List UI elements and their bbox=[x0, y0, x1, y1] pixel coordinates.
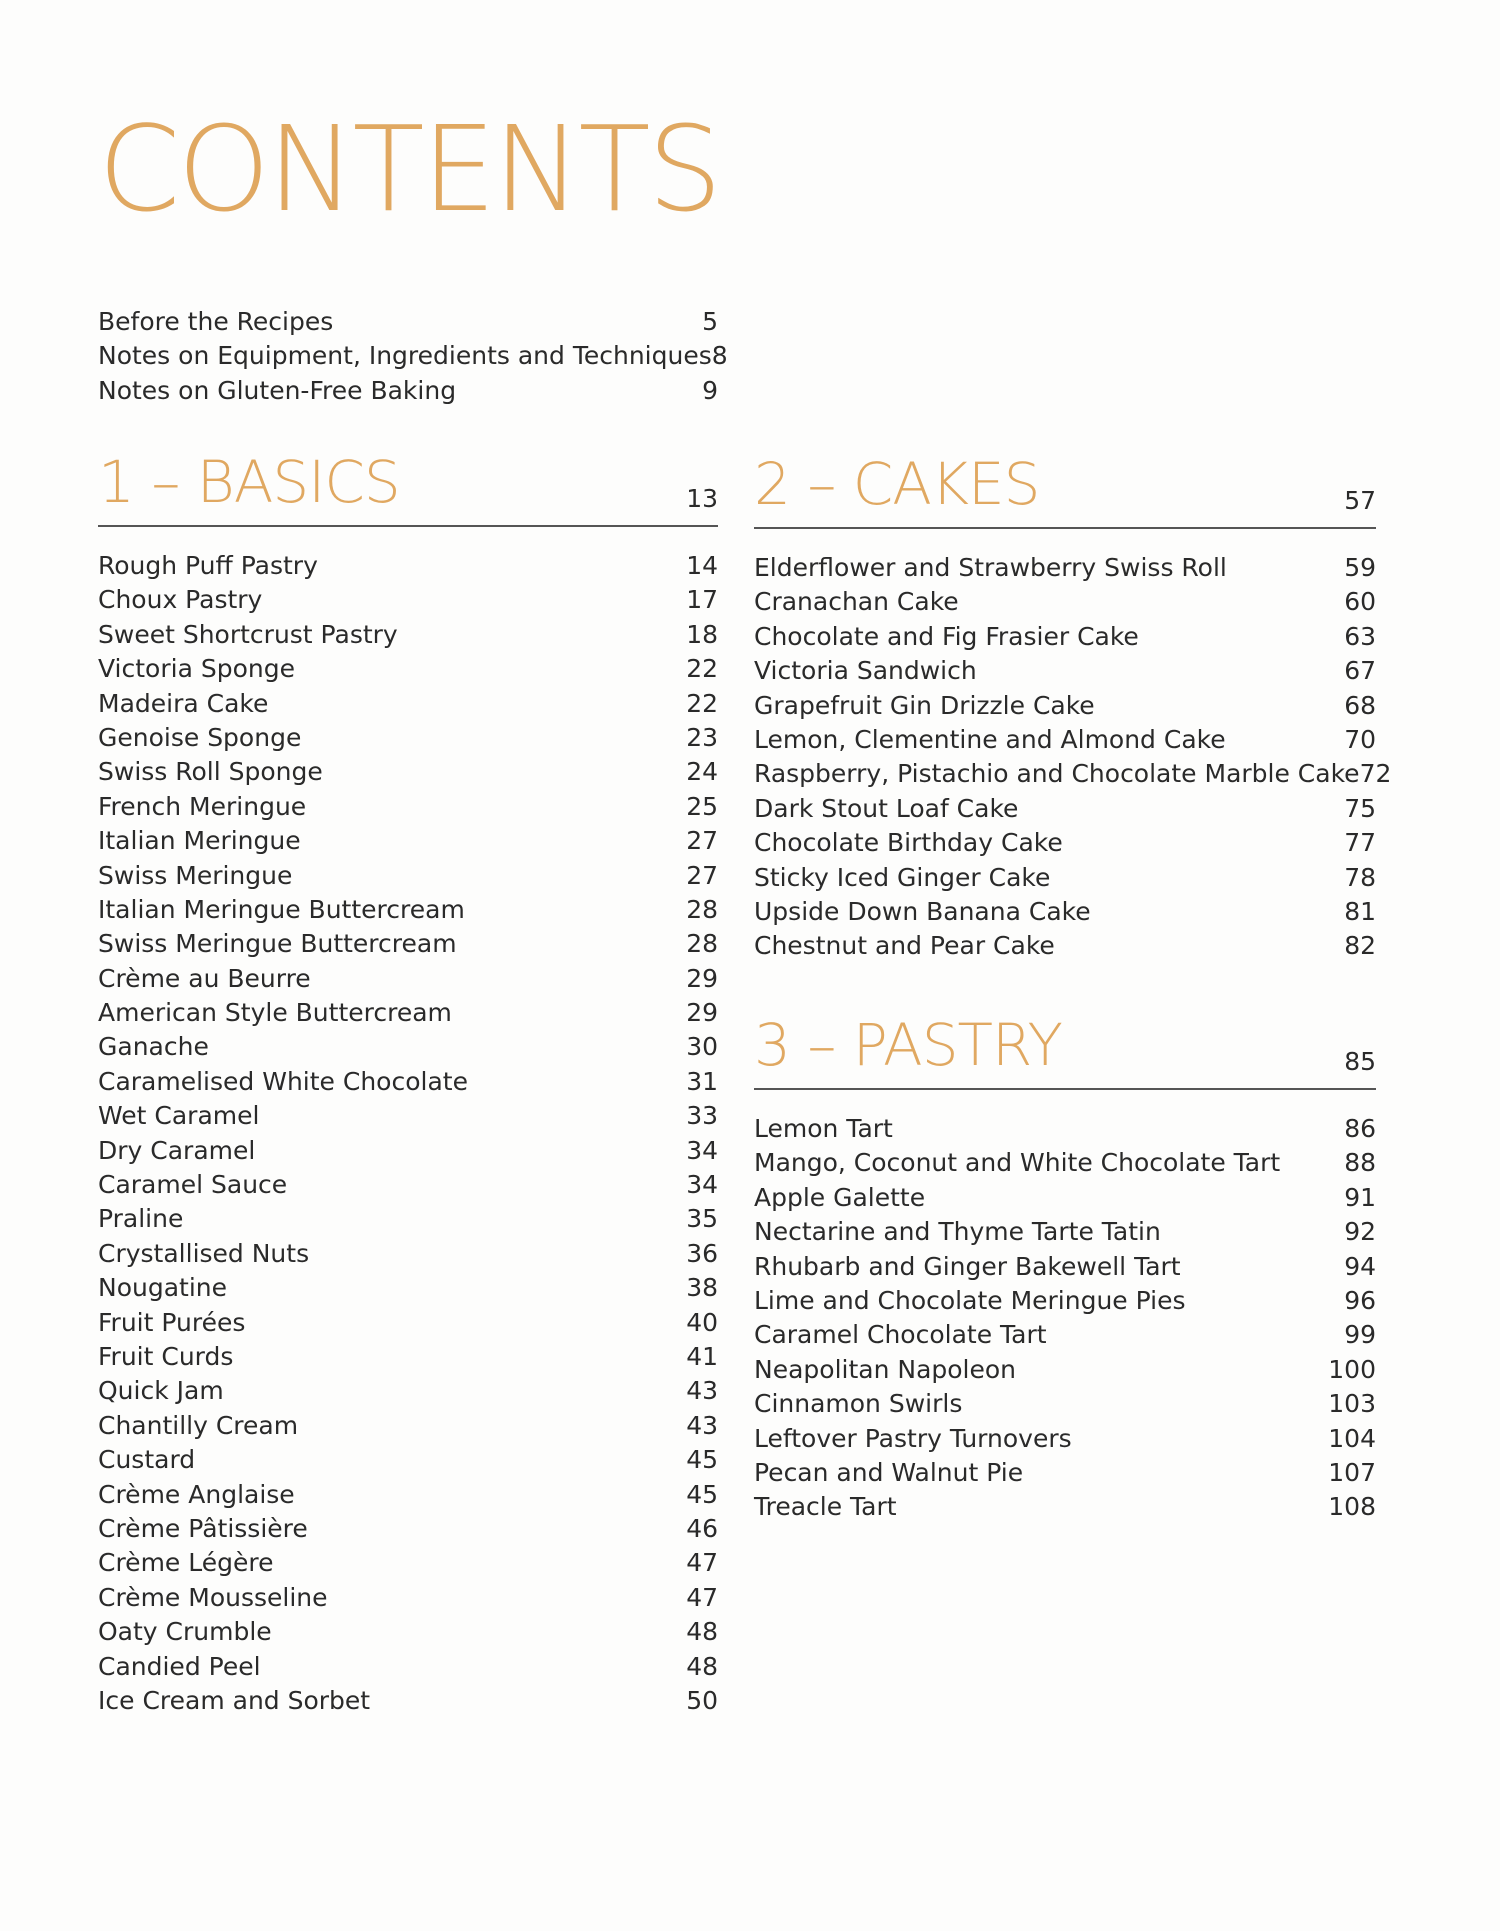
entry-page-number: 60 bbox=[1344, 587, 1376, 617]
entry-title: Victoria Sandwich bbox=[754, 656, 977, 686]
toc-entry bbox=[754, 895, 1376, 929]
entry-title: Fruit Curds bbox=[98, 1341, 234, 1371]
entry-title: Sweet Shortcrust Pastry bbox=[98, 619, 398, 649]
entry-page-number: 107 bbox=[1328, 1457, 1376, 1487]
toc-entry bbox=[754, 861, 1376, 895]
toc-entry bbox=[754, 1284, 1376, 1318]
entry-title: Chocolate and Fig Frasier Cake bbox=[754, 621, 1139, 651]
entry-title: Lemon Tart bbox=[754, 1114, 893, 1143]
entry-title: Cranachan Cake bbox=[754, 587, 959, 617]
entry-page-number: 8 bbox=[711, 341, 728, 371]
entry-page-number: 9 bbox=[702, 375, 718, 405]
entry-page-number: 45 bbox=[686, 1445, 718, 1475]
entry-page-number: 104 bbox=[1328, 1423, 1376, 1453]
entry-page-number: 94 bbox=[1344, 1251, 1376, 1281]
entry-title: Swiss Meringue Buttercream bbox=[98, 929, 457, 959]
entry-page-number: 38 bbox=[686, 1273, 718, 1303]
entry-title: Apple Galette bbox=[754, 1182, 926, 1212]
toc-entry bbox=[754, 1456, 1376, 1490]
entry-title: Caramelised White Chocolate bbox=[98, 1066, 468, 1096]
entry-title: Crème Pâtissière bbox=[98, 1513, 308, 1543]
toc-entry bbox=[98, 1065, 718, 1099]
entry-title: Nougatine bbox=[98, 1273, 228, 1303]
entry-page-number: 29 bbox=[686, 963, 718, 993]
entry-page-number: 22 bbox=[686, 654, 718, 684]
toc-entry bbox=[98, 1650, 718, 1684]
toc-entry bbox=[98, 790, 718, 824]
toc-entry bbox=[98, 824, 718, 858]
entry-page-number: 29 bbox=[686, 998, 718, 1028]
toc-entry bbox=[98, 927, 718, 961]
entry-title: Rhubarb and Ginger Bakewell Tart bbox=[754, 1251, 1181, 1281]
toc-entry bbox=[98, 1202, 718, 1236]
entry-title: Mango, Coconut and White Chocolate Tart bbox=[754, 1148, 1281, 1178]
entry-title: Crème au Beurre bbox=[98, 963, 311, 993]
entry-title: Candied Peel bbox=[98, 1651, 261, 1681]
toc-entry bbox=[754, 1215, 1376, 1249]
section-title: 1 – BASICS bbox=[98, 448, 400, 516]
toc-entry bbox=[754, 1250, 1376, 1284]
toc-entry bbox=[98, 1684, 718, 1718]
entry-title: Treacle Tart bbox=[754, 1492, 897, 1522]
toc-entry bbox=[754, 654, 1376, 688]
entry-page-number: 47 bbox=[686, 1548, 718, 1578]
entry-page-number: 34 bbox=[686, 1170, 718, 1200]
entry-title: Dark Stout Loaf Cake bbox=[754, 793, 1019, 823]
toc-entry bbox=[754, 757, 1392, 791]
entry-title: Neapolitan Napoleon bbox=[754, 1354, 1017, 1384]
entry-page-number: 50 bbox=[686, 1685, 718, 1715]
entry-page-number: 48 bbox=[686, 1617, 718, 1647]
entry-page-number: 27 bbox=[686, 826, 718, 856]
entry-title: Upside Down Banana Cake bbox=[754, 896, 1091, 926]
entry-title: Grapefruit Gin Drizzle Cake bbox=[754, 690, 1095, 720]
toc-entry bbox=[98, 1340, 718, 1374]
entry-page-number: 100 bbox=[1328, 1354, 1376, 1384]
toc-entry bbox=[98, 721, 718, 755]
entry-page-number: 43 bbox=[686, 1410, 718, 1440]
entry-title: Sticky Iced Ginger Cake bbox=[754, 862, 1051, 892]
entry-title: Rough Puff Pastry bbox=[98, 551, 318, 580]
entry-page-number: 72 bbox=[1359, 759, 1392, 789]
toc-entry bbox=[754, 1422, 1376, 1456]
toc-entry bbox=[754, 585, 1376, 619]
entry-list bbox=[98, 549, 718, 1718]
toc-entry bbox=[98, 1409, 718, 1443]
entry-page-number: 46 bbox=[686, 1513, 718, 1543]
section-title: 2 – CAKES bbox=[754, 450, 1040, 518]
entry-page-number: 91 bbox=[1344, 1182, 1376, 1212]
entry-list bbox=[754, 1112, 1376, 1525]
entry-title: French Meringue bbox=[98, 791, 307, 821]
toc-entry bbox=[98, 1030, 718, 1064]
toc-entry bbox=[98, 962, 718, 996]
entry-title: Chocolate Birthday Cake bbox=[754, 828, 1063, 858]
entry-title: Choux Pastry bbox=[98, 585, 263, 615]
toc-entry bbox=[98, 1168, 718, 1202]
entry-title: Ganache bbox=[98, 1032, 209, 1062]
toc-entry bbox=[754, 551, 1376, 585]
entry-page-number: 41 bbox=[686, 1341, 718, 1371]
toc-entry bbox=[754, 929, 1376, 963]
entry-page-number: 34 bbox=[686, 1135, 718, 1165]
toc-entry bbox=[98, 1271, 718, 1305]
section-header bbox=[98, 445, 718, 527]
entry-page-number: 88 bbox=[1344, 1148, 1376, 1178]
toc-entry bbox=[98, 1306, 718, 1340]
entry-page-number: 36 bbox=[686, 1238, 718, 1268]
toc-entry bbox=[98, 305, 718, 339]
entry-title: Caramel Sauce bbox=[98, 1170, 288, 1200]
toc-entry bbox=[98, 1615, 718, 1649]
entry-title: Madeira Cake bbox=[98, 688, 269, 718]
entry-title: Nectarine and Thyme Tarte Tatin bbox=[754, 1217, 1161, 1247]
toc-entry bbox=[98, 996, 718, 1030]
entry-page-number: 86 bbox=[1344, 1114, 1376, 1143]
entry-title: Notes on Equipment, Ingredients and Techniques bbox=[98, 341, 712, 371]
entry-page-number: 17 bbox=[686, 585, 718, 615]
entry-page-number: 23 bbox=[686, 722, 718, 752]
entry-page-number: 48 bbox=[686, 1651, 718, 1681]
entry-title: Caramel Chocolate Tart bbox=[754, 1320, 1047, 1350]
toc-entry bbox=[98, 1546, 718, 1580]
entry-title: Italian Meringue Buttercream bbox=[98, 894, 465, 924]
toc-entry bbox=[754, 826, 1376, 860]
toc-entry bbox=[754, 1387, 1376, 1421]
toc-entry bbox=[98, 652, 718, 686]
entry-page-number: 47 bbox=[686, 1582, 718, 1612]
entry-page-number: 70 bbox=[1344, 724, 1376, 754]
section-pastry bbox=[754, 1008, 1376, 1525]
intro-list bbox=[98, 305, 728, 408]
entry-page-number: 33 bbox=[686, 1101, 718, 1131]
entry-page-number: 68 bbox=[1344, 690, 1376, 720]
toc-entry bbox=[98, 549, 718, 583]
entry-list bbox=[754, 551, 1392, 964]
entry-title: Fruit Purées bbox=[98, 1307, 246, 1337]
entry-page-number: 96 bbox=[1344, 1285, 1376, 1315]
entry-title: Notes on Gluten-Free Baking bbox=[98, 375, 457, 405]
entry-page-number: 5 bbox=[702, 307, 718, 336]
toc-entry bbox=[754, 1181, 1376, 1215]
toc-entry bbox=[98, 1581, 718, 1615]
entry-title: Chantilly Cream bbox=[98, 1410, 299, 1440]
toc-entry bbox=[754, 792, 1376, 826]
toc-entry bbox=[98, 1512, 718, 1546]
entry-title: Wet Caramel bbox=[98, 1101, 260, 1131]
toc-entry bbox=[98, 583, 718, 617]
entry-title: Swiss Roll Sponge bbox=[98, 757, 323, 787]
toc-entry bbox=[98, 893, 718, 927]
section-cakes bbox=[754, 447, 1392, 964]
entry-title: American Style Buttercream bbox=[98, 998, 452, 1028]
entry-title: Custard bbox=[98, 1445, 196, 1475]
section-title: 3 – PASTRY bbox=[754, 1011, 1062, 1079]
entry-page-number: 24 bbox=[686, 757, 718, 787]
section-header bbox=[754, 447, 1376, 529]
page-title: CONTENTS bbox=[98, 100, 720, 238]
entry-title: Leftover Pastry Turnovers bbox=[754, 1423, 1072, 1453]
entry-title: Genoise Sponge bbox=[98, 722, 302, 752]
toc-entry bbox=[98, 1443, 718, 1477]
toc-entry bbox=[754, 1353, 1376, 1387]
toc-entry bbox=[754, 723, 1376, 757]
entry-title: Before the Recipes bbox=[98, 307, 334, 336]
entry-page-number: 99 bbox=[1344, 1320, 1376, 1350]
entry-page-number: 67 bbox=[1344, 656, 1376, 686]
section-page-number: 13 bbox=[686, 484, 718, 513]
toc-entry bbox=[98, 687, 718, 721]
toc-entry bbox=[754, 1318, 1376, 1352]
toc-entry bbox=[98, 1374, 718, 1408]
entry-page-number: 63 bbox=[1344, 621, 1376, 651]
toc-entry bbox=[98, 1099, 718, 1133]
entry-page-number: 22 bbox=[686, 688, 718, 718]
entry-page-number: 78 bbox=[1344, 862, 1376, 892]
toc-entry bbox=[98, 618, 718, 652]
entry-page-number: 77 bbox=[1344, 828, 1376, 858]
entry-title: Crystallised Nuts bbox=[98, 1238, 310, 1268]
entry-page-number: 45 bbox=[686, 1479, 718, 1509]
entry-title: Lime and Chocolate Meringue Pies bbox=[754, 1285, 1186, 1315]
entry-page-number: 30 bbox=[686, 1032, 718, 1062]
entry-title: Raspberry, Pistachio and Chocolate Marble Cake bbox=[754, 759, 1360, 789]
toc-entry bbox=[754, 620, 1376, 654]
toc-entry bbox=[98, 859, 718, 893]
entry-title: Ice Cream and Sorbet bbox=[98, 1685, 371, 1715]
entry-page-number: 31 bbox=[686, 1066, 718, 1096]
entry-title: Italian Meringue bbox=[98, 826, 301, 856]
entry-title: Victoria Sponge bbox=[98, 654, 295, 684]
toc-entry bbox=[98, 1478, 718, 1512]
entry-page-number: 59 bbox=[1344, 553, 1376, 582]
toc-entry bbox=[98, 339, 728, 373]
toc-entry bbox=[98, 1134, 718, 1168]
toc-entry bbox=[98, 374, 718, 408]
section-basics bbox=[98, 445, 718, 1718]
entry-page-number: 28 bbox=[686, 894, 718, 924]
entry-title: Quick Jam bbox=[98, 1376, 224, 1406]
entry-page-number: 103 bbox=[1328, 1389, 1376, 1419]
toc-entry bbox=[754, 1490, 1376, 1524]
entry-title: Cinnamon Swirls bbox=[754, 1389, 963, 1419]
section-page-number: 57 bbox=[1344, 486, 1376, 515]
entry-page-number: 27 bbox=[686, 860, 718, 890]
toc-entry bbox=[98, 755, 718, 789]
entry-page-number: 43 bbox=[686, 1376, 718, 1406]
entry-page-number: 75 bbox=[1344, 793, 1376, 823]
toc-entry bbox=[98, 1237, 718, 1271]
section-header bbox=[754, 1008, 1376, 1090]
toc-entry bbox=[754, 689, 1376, 723]
entry-page-number: 18 bbox=[686, 619, 718, 649]
entry-title: Lemon, Clementine and Almond Cake bbox=[754, 724, 1226, 754]
entry-title: Swiss Meringue bbox=[98, 860, 293, 890]
entry-title: Pecan and Walnut Pie bbox=[754, 1457, 1024, 1487]
toc-entry bbox=[754, 1112, 1376, 1146]
entry-title: Oaty Crumble bbox=[98, 1617, 272, 1647]
section-page-number: 85 bbox=[1344, 1047, 1376, 1076]
toc-entry bbox=[754, 1146, 1376, 1180]
entry-page-number: 14 bbox=[686, 551, 718, 580]
entry-title: Crème Anglaise bbox=[98, 1479, 295, 1509]
entry-page-number: 35 bbox=[686, 1204, 718, 1234]
entry-title: Elderflower and Strawberry Swiss Roll bbox=[754, 553, 1227, 582]
entry-page-number: 92 bbox=[1344, 1217, 1376, 1247]
entry-page-number: 25 bbox=[686, 791, 718, 821]
entry-page-number: 81 bbox=[1344, 896, 1376, 926]
entry-page-number: 108 bbox=[1328, 1492, 1376, 1522]
entry-title: Crème Légère bbox=[98, 1548, 274, 1578]
entry-page-number: 40 bbox=[686, 1307, 718, 1337]
entry-page-number: 28 bbox=[686, 929, 718, 959]
entry-title: Chestnut and Pear Cake bbox=[754, 931, 1055, 961]
entry-page-number: 82 bbox=[1344, 931, 1376, 961]
entry-title: Praline bbox=[98, 1204, 184, 1234]
entry-title: Dry Caramel bbox=[98, 1135, 256, 1165]
entry-title: Crème Mousseline bbox=[98, 1582, 328, 1612]
